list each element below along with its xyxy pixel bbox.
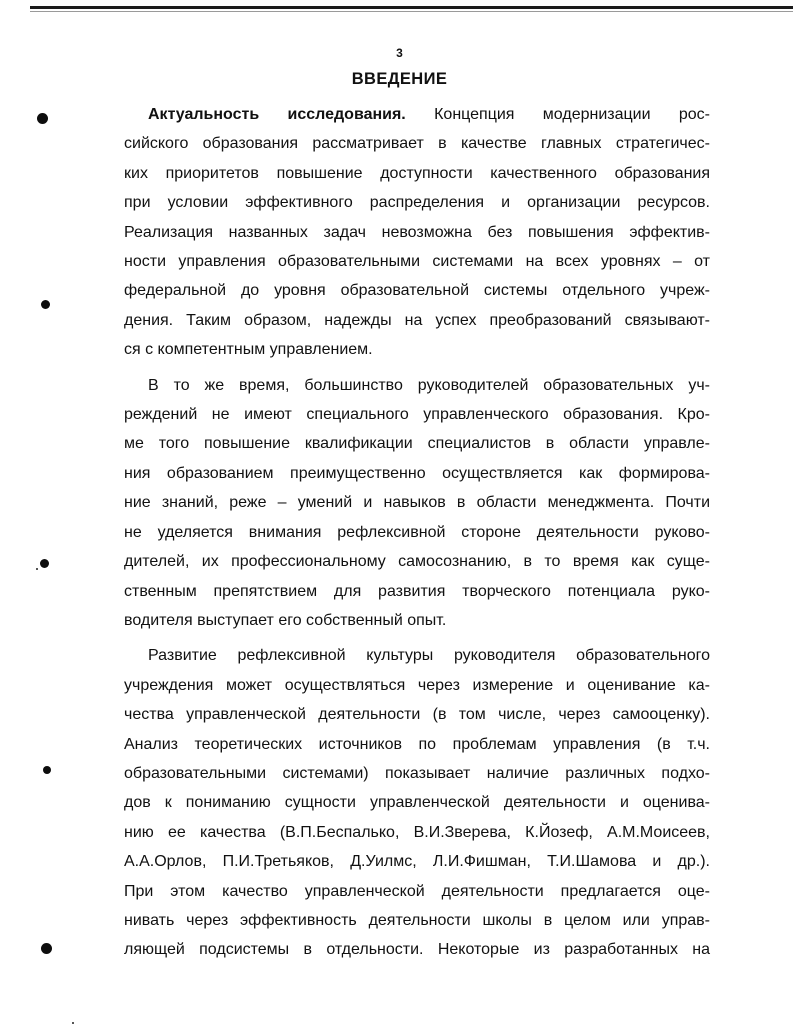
paragraph-relevance: [124, 100, 710, 365]
text-line: учреждения может осуществляться через измерение и оценивание ка-: [124, 676, 710, 694]
text-line: Реализация названных задач невозможна без повышения эффектив-: [124, 223, 710, 241]
page-number: 3: [396, 46, 403, 60]
document-body: [124, 100, 710, 971]
text-line: А.А.Орлов, П.И.Третьяков, Д.Уилмс, Л.И.Фишман, Т.И.Шамова и др.).: [124, 853, 710, 871]
binder-hole-mark: [37, 113, 48, 124]
scan-top-border: [30, 6, 793, 9]
text-line: при условии эффективного распределения и организации ресурсов.: [124, 194, 710, 212]
lead-heading: Актуальность исследования.: [148, 106, 406, 123]
text-line: Анализ теоретических источников по проблемам управления (в т.ч.: [124, 735, 710, 753]
text-line: ме того повышение квалификации специалистов в области управле-: [124, 435, 710, 453]
text-line: ких приоритетов повышение доступности качественного образования: [124, 164, 710, 182]
text-line: ляющей подсистемы в отдельности. Некоторые из разработанных на: [124, 941, 710, 959]
text-line: дов к пониманию сущности управленческой деятельности и оценива-: [124, 794, 710, 812]
text-line: ние знаний, реже – умений и навыков в области менеджмента. Почти: [124, 494, 710, 512]
text-line: реждений не имеют специального управленческого образования. Кро-: [124, 406, 710, 424]
text-line: ся с компетентным управлением.: [124, 341, 373, 359]
page-title: ВВЕДЕНИЕ: [351, 70, 448, 88]
binder-hole-mark: [41, 300, 50, 309]
scan-top-border-thin: [30, 11, 793, 12]
text-line: водителя выступает его собственный опыт.: [124, 611, 447, 629]
text-line: образовательными системами) показывает наличие различных подхо-: [124, 764, 710, 782]
text-line: ния образованием преимущественно осуществляется как формирова-: [124, 464, 710, 482]
text-line: сийского образования рассматривает в качестве главных стратегичес-: [124, 135, 710, 153]
text-line: не уделяется внимания рефлексивной стороне деятельности руково-: [124, 523, 710, 541]
text-line: При этом качество управленческой деятельности предлагается оце-: [124, 882, 710, 900]
text-line: дения. Таким образом, надежды на успех преобразований связывают-: [124, 311, 710, 329]
text-line: В то же время, большинство руководителей образовательных уч-: [148, 376, 710, 394]
text-line: нию ее качества (В.П.Беспалько, В.И.Зверева, К.Йозеф, А.М.Моисеев,: [124, 823, 710, 841]
text-line: дителей, их профессиональному самосознанию, в то время как суще-: [124, 553, 710, 571]
paragraph-managers: [124, 371, 710, 636]
paragraph-reflexive-culture: [124, 641, 710, 964]
text-line: нивать через эффективность деятельности школы в целом или управ-: [124, 911, 710, 929]
text-line: федеральной до уровня образовательной системы отдельного учреж-: [124, 282, 710, 300]
binder-hole-mark: [40, 559, 49, 568]
text-line: ности управления образовательными системами на всех уровнях – от: [124, 253, 710, 271]
text-line: ственным препятствием для развития творческого потенциала руко-: [124, 582, 710, 600]
scan-speck: [36, 568, 38, 570]
binder-hole-mark: [43, 766, 51, 774]
text-line: Актуальность исследования. Концепция модернизации рос-: [148, 106, 710, 123]
binder-hole-mark: [41, 943, 52, 954]
text-line: Развитие рефлексивной культуры руководителя образовательного: [148, 647, 710, 665]
scan-speck: [72, 1022, 74, 1024]
text-line: чества управленческой деятельности (в том числе, через самооценку).: [124, 706, 710, 724]
